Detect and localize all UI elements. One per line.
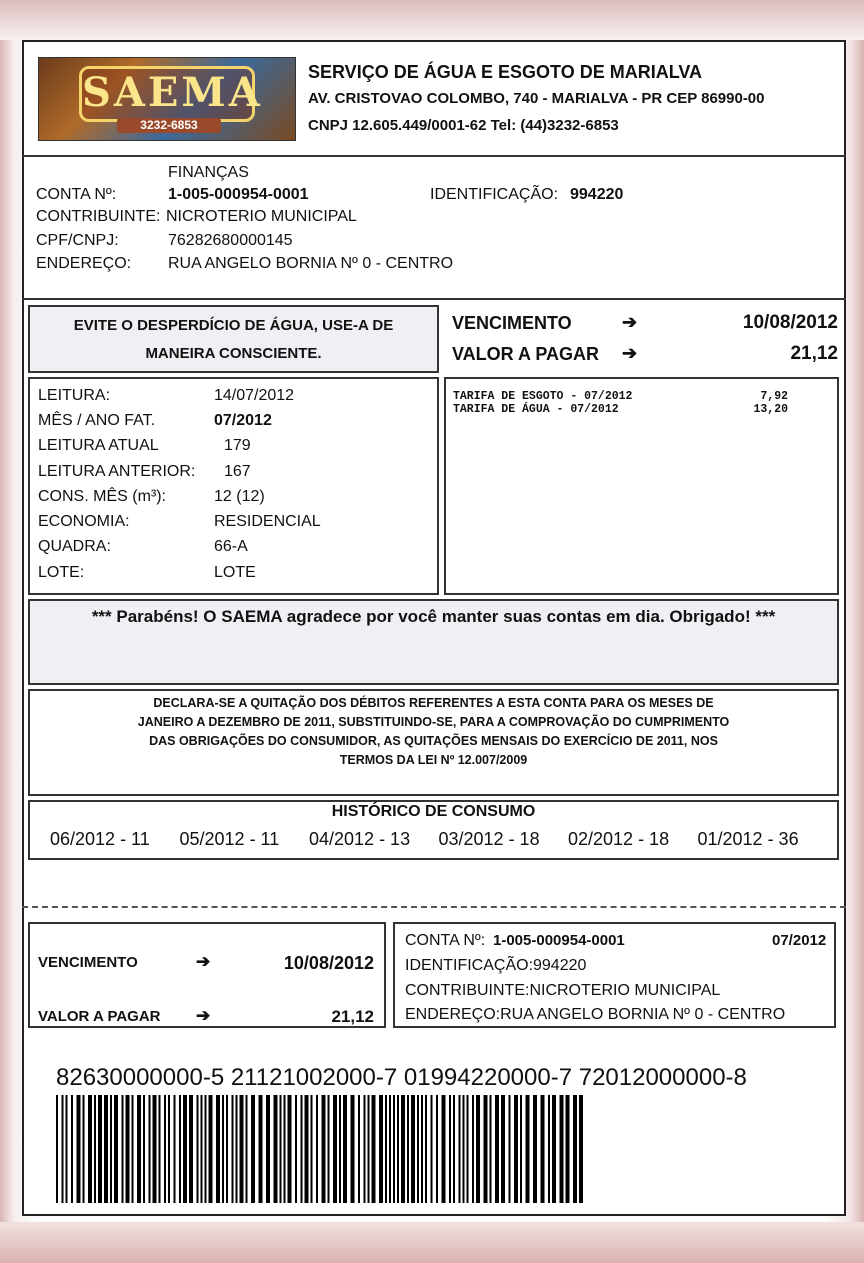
declaration-line1: DECLARA-SE A QUITAÇÃO DOS DÉBITOS REFERENTES A ESTA CONTA PARA OS MESES DE [153, 696, 714, 710]
valor-label: VALOR A PAGAR [452, 344, 599, 364]
company-name: SERVIÇO DE ÁGUA E ESGOTO DE MARIALVA [308, 62, 703, 82]
barcode-bar [153, 1095, 157, 1203]
contribuinte-label: CONTRIBUINTE: [36, 208, 161, 225]
barcode-bar [566, 1095, 570, 1203]
history-item: 04/2012 - 13 [309, 829, 411, 849]
barcode-bar [552, 1095, 556, 1203]
barcode-bar [280, 1095, 282, 1203]
barcode-bar [364, 1095, 366, 1203]
conta-label: CONTA Nº: [36, 186, 117, 203]
reading-label: LEITURA ATUAL [38, 437, 159, 454]
valor-value: 21,12 [790, 343, 838, 364]
scan-top-edge [0, 0, 864, 40]
barcode-bar [472, 1095, 474, 1203]
reading-label: LOTE: [38, 564, 85, 581]
barcode-bar [476, 1095, 480, 1203]
tariff-value: 13,20 [753, 403, 788, 416]
barcode-bar [71, 1095, 73, 1203]
reading-value: 12 (12) [214, 488, 265, 505]
history-item: 01/2012 - 36 [697, 829, 799, 849]
barcode-bar [501, 1095, 505, 1203]
barcode-bar [143, 1095, 145, 1203]
barcode-bar [459, 1095, 461, 1203]
barcode-bar [453, 1095, 455, 1203]
stub-endereco: ENDEREÇO:RUA ANGELO BORNIA Nº 0 - CENTRO [405, 1006, 786, 1023]
barcode-bar [467, 1095, 469, 1203]
barcode-bar [431, 1095, 433, 1203]
barcode-bar [579, 1095, 583, 1203]
barcode-bar [114, 1095, 118, 1203]
tariff-name: TARIFA DE ÁGUA - 07/2012 [453, 403, 619, 416]
stub-vencimento-label: VENCIMENTO [38, 954, 138, 971]
barcode-bar [385, 1095, 387, 1203]
stub-contribuinte: CONTRIBUINTE:NICROTERIO MUNICIPAL [405, 982, 721, 999]
barcode-bar [246, 1095, 248, 1203]
barcode-bar [236, 1095, 238, 1203]
conta-value: 1-005-000954-0001 [168, 186, 309, 203]
stub-vencimento-value: 10/08/2012 [283, 953, 374, 973]
barcode-bar [288, 1095, 292, 1203]
notice-line2: MANEIRA CONSCIENTE. [145, 345, 322, 362]
logo-wordmark: SAEMA [79, 66, 255, 122]
arrow-icon: ➔ [622, 343, 638, 363]
barcode-bar [333, 1095, 337, 1203]
contribuinte-value: NICROTERIO MUNICIPAL [166, 208, 357, 225]
barcode-bar [417, 1095, 419, 1203]
reading-label: MÊS / ANO FAT. [38, 412, 156, 429]
reading-box [28, 377, 439, 595]
reading-value: RESIDENCIAL [214, 513, 321, 530]
barcode-bar [322, 1095, 326, 1203]
barcode-bar [83, 1095, 85, 1203]
barcode-bar [126, 1095, 130, 1203]
tariff-value: 7,92 [760, 390, 788, 403]
barcode-bar [209, 1095, 213, 1203]
barcode-bar [389, 1095, 391, 1203]
company-address: AV. CRISTOVAO COLOMBO, 740 - MARIALVA - PR CEP 86990-00 [308, 90, 765, 107]
barcode-bar [284, 1095, 286, 1203]
barcode-bar [526, 1095, 530, 1203]
barcode-bar [495, 1095, 499, 1203]
barcode-bar [164, 1095, 166, 1203]
stub-valor-value: 21,12 [331, 1007, 374, 1026]
vencimento-label: VENCIMENTO [452, 313, 572, 333]
endereco-label: ENDEREÇO: [36, 255, 132, 272]
reading-label: QUADRA: [38, 538, 111, 555]
history-item: 06/2012 - 11 [50, 829, 150, 849]
barcode-bar [104, 1095, 108, 1203]
history-title: HISTÓRICO DE CONSUMO [331, 803, 536, 820]
section-financas: FINANÇAS [168, 164, 249, 181]
reading-label: ECONOMIA: [38, 513, 130, 530]
barcode-bar [222, 1095, 224, 1203]
scan-bottom-edge [0, 1222, 864, 1263]
barcode-bar [88, 1095, 92, 1203]
barcode-bar [232, 1095, 234, 1203]
barcode-bar [189, 1095, 193, 1203]
barcode-bar [490, 1095, 492, 1203]
identificacao-value: 994220 [570, 186, 624, 203]
barcode-bar [216, 1095, 220, 1203]
saema-logo [38, 57, 296, 141]
reading-value: 179 [224, 437, 251, 454]
barcode-bar [295, 1095, 297, 1203]
barcode-bar [205, 1095, 207, 1203]
reading-value: 07/2012 [214, 412, 272, 429]
barcode-bar [514, 1095, 518, 1203]
barcode-bar [159, 1095, 161, 1203]
arrow-icon: ➔ [622, 312, 638, 332]
barcode-bar [509, 1095, 511, 1203]
cpf-value: 76282680000145 [168, 232, 293, 249]
barcode-bar [401, 1095, 405, 1203]
cpf-label: CPF/CNPJ: [36, 232, 119, 249]
barcode-bar [132, 1095, 134, 1203]
endereco-value: RUA ANGELO BORNIA Nº 0 - CENTRO [168, 255, 454, 272]
thanks-message: *** Parabéns! O SAEMA agradece por você manter suas contas em dia. Obrigado! *** [91, 607, 776, 626]
barcode-bar [311, 1095, 313, 1203]
barcode-bar [301, 1095, 303, 1203]
vencimento-value: 10/08/2012 [742, 312, 838, 333]
barcode-bar [179, 1095, 181, 1203]
reading-value: 66-A [214, 538, 248, 555]
barcode-bar [259, 1095, 263, 1203]
barcode-bar [266, 1095, 270, 1203]
arrow-icon: ➔ [196, 952, 211, 971]
barcode-bar [573, 1095, 577, 1203]
barcode-bar [442, 1095, 446, 1203]
barcode-bar [149, 1095, 151, 1203]
barcode-bar [397, 1095, 399, 1203]
barcode-bar [226, 1095, 228, 1203]
barcode-bar [425, 1095, 427, 1203]
barcode-bar [343, 1095, 347, 1203]
notice-box [28, 305, 439, 373]
barcode-bar [197, 1095, 199, 1203]
barcode-bar [411, 1095, 415, 1203]
barcode-bar [122, 1095, 124, 1203]
stub-identificacao: IDENTIFICAÇÃO:994220 [405, 957, 587, 974]
logo-phone: 3232-6853 [117, 118, 221, 133]
stub-conta-value: 1-005-000954-0001 [493, 932, 625, 949]
barcode-bar [393, 1095, 395, 1203]
tariff-name: TARIFA DE ESGOTO - 07/2012 [453, 390, 633, 403]
barcode-bar [379, 1095, 383, 1203]
barcode-bar [137, 1095, 141, 1203]
barcode-bar [449, 1095, 451, 1203]
reading-label: LEITURA: [38, 387, 111, 404]
history-item: 03/2012 - 18 [438, 829, 540, 849]
barcode-bar [183, 1095, 187, 1203]
stub-valor-label: VALOR A PAGAR [38, 1008, 161, 1025]
arrow-icon: ➔ [196, 1006, 211, 1025]
barcode-bar [407, 1095, 409, 1203]
declaration-line3: DAS OBRIGAÇÕES DO CONSUMIDOR, AS QUITAÇÕES MENSAIS DO EXERCÍCIO DE 2011, NOS [149, 734, 718, 748]
barcode-bar [351, 1095, 355, 1203]
barcode-bar [168, 1095, 170, 1203]
barcode-bar [328, 1095, 330, 1203]
reading-label: CONS. MÊS (m³): [38, 488, 166, 505]
barcode-bar [274, 1095, 278, 1203]
reading-value: LOTE [214, 564, 256, 581]
barcode-bar [372, 1095, 376, 1203]
barcode-bar [174, 1095, 176, 1203]
barcode-bar [548, 1095, 550, 1203]
barcode-bar [201, 1095, 203, 1203]
reading-value: 167 [224, 463, 251, 480]
barcode-bar [436, 1095, 438, 1203]
barcode-bar [66, 1095, 68, 1203]
barcode-bar [560, 1095, 564, 1203]
barcode-bar [520, 1095, 522, 1203]
barcode-image [56, 1095, 584, 1203]
tear-line [22, 906, 846, 908]
identificacao-label: IDENTIFICAÇÃO: [430, 186, 559, 203]
stub-period: 07/2012 [772, 932, 827, 949]
reading-label: LEITURA ANTERIOR: [38, 463, 196, 480]
barcode-bar [463, 1095, 465, 1203]
barcode-bar [56, 1095, 58, 1203]
declaration-line2: JANEIRO A DEZEMBRO DE 2011, SUBSTITUINDO-SE, PARA A COMPROVAÇÃO DO CUMPRIMENTO [137, 715, 730, 729]
barcode-bar [339, 1095, 341, 1203]
barcode-bar [110, 1095, 112, 1203]
barcode-bar [541, 1095, 545, 1203]
barcode-bar [305, 1095, 309, 1203]
history-item: 02/2012 - 18 [568, 829, 670, 849]
reading-value: 14/07/2012 [214, 387, 295, 404]
barcode-bar [368, 1095, 370, 1203]
barcode-bar [251, 1095, 255, 1203]
notice-line1: EVITE O DESPERDÍCIO DE ÁGUA, USE-A DE [73, 317, 394, 334]
account-divider [22, 298, 846, 300]
barcode-bar [240, 1095, 244, 1203]
barcode-bar [484, 1095, 488, 1203]
barcode-bar [358, 1095, 360, 1203]
barcode-bar [62, 1095, 64, 1203]
barcode-bar [98, 1095, 102, 1203]
barcode-bar [316, 1095, 318, 1203]
history-item: 05/2012 - 11 [179, 829, 280, 849]
barcode-digits: 82630000000-5 21121002000-7 01994220000-7 72012000000-8 [56, 1064, 747, 1091]
barcode-bar [94, 1095, 96, 1203]
barcode-bar [421, 1095, 423, 1203]
barcode-bar [77, 1095, 81, 1203]
company-cnpj-tel: CNPJ 12.605.449/0001-62 Tel: (44)3232-6853 [308, 117, 619, 134]
barcode-bar [533, 1095, 537, 1203]
header-divider [22, 155, 846, 157]
stub-conta-label: CONTA Nº: [405, 932, 486, 949]
declaration-line4: TERMOS DA LEI Nº 12.007/2009 [339, 753, 528, 767]
